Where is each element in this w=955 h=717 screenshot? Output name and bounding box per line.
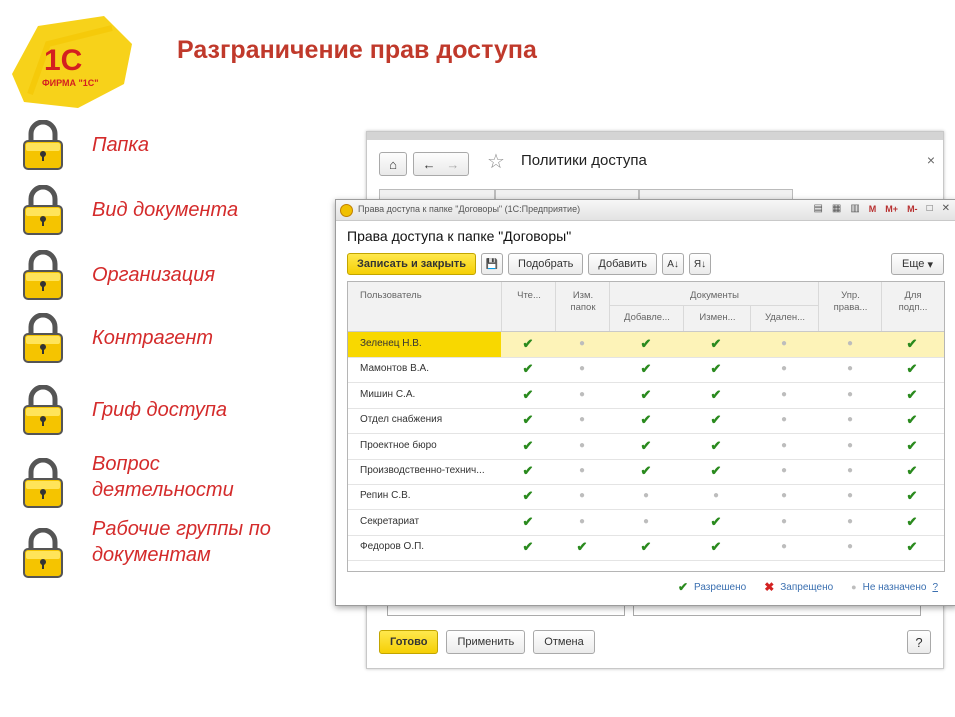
- dot-icon[interactable]: ●: [846, 414, 854, 426]
- header-divider: [610, 305, 819, 306]
- lock-label-line: деятельности: [92, 479, 234, 501]
- check-icon[interactable]: ✔: [522, 437, 534, 453]
- table-row[interactable]: [348, 535, 944, 561]
- legend-allowed: Разрешено: [694, 581, 747, 593]
- col-manage-rights-line1: Упр.: [841, 290, 860, 301]
- legend-help-link[interactable]: ?: [932, 581, 938, 593]
- save-icon[interactable]: 💾: [481, 253, 503, 275]
- back-forward-buttons[interactable]: [413, 152, 469, 176]
- titlebar-tools: [813, 203, 950, 214]
- check-icon[interactable]: ✔: [710, 412, 722, 428]
- table-row[interactable]: [348, 357, 944, 383]
- dot-icon[interactable]: ●: [780, 465, 788, 476]
- cross-icon: ✖: [764, 580, 775, 594]
- dropdown-arrow-icon: ▾: [927, 258, 933, 271]
- dot-icon[interactable]: ●: [846, 541, 854, 553]
- col-read[interactable]: Чте...: [517, 290, 541, 301]
- user-name-cell: Репин С.В.: [360, 490, 411, 502]
- dot-icon[interactable]: ●: [846, 363, 854, 375]
- col-doc-add[interactable]: Добавле...: [624, 312, 670, 323]
- restore-icon[interactable]: □: [926, 203, 933, 214]
- dot-icon[interactable]: ●: [578, 515, 586, 527]
- user-name-cell: Производственно-технич...: [360, 465, 485, 476]
- dot-icon[interactable]: ●: [642, 515, 650, 527]
- lock-label-line: документам: [92, 544, 211, 566]
- lock-item: [22, 453, 234, 508]
- table-row[interactable]: [348, 434, 944, 460]
- dot-icon[interactable]: ●: [846, 439, 854, 451]
- close-icon[interactable]: ✕: [941, 203, 950, 214]
- check-icon[interactable]: ✔: [710, 463, 722, 478]
- lock-item: [22, 385, 228, 435]
- home-icon[interactable]: ⌂: [379, 152, 407, 176]
- lock-icon: [22, 528, 64, 578]
- dot-icon[interactable]: ●: [846, 338, 854, 349]
- form-toolbar: [347, 253, 711, 275]
- lock-icon: [22, 313, 64, 363]
- dot-icon[interactable]: ●: [846, 490, 854, 502]
- col-change-folders-line1: Изм.: [572, 290, 594, 301]
- col-divider: [818, 282, 819, 331]
- dot-icon[interactable]: ●: [780, 388, 788, 400]
- dot-icon[interactable]: ●: [780, 541, 788, 553]
- dot-icon[interactable]: ●: [780, 414, 788, 426]
- table-header: [348, 282, 944, 332]
- logo-mark: 1С: [44, 44, 83, 77]
- check-icon[interactable]: ✔: [640, 386, 652, 402]
- check-icon[interactable]: ✔: [522, 513, 534, 529]
- check-icon[interactable]: ✔: [640, 437, 652, 453]
- check-icon[interactable]: ✔: [522, 463, 534, 478]
- check-icon[interactable]: ✔: [640, 361, 652, 377]
- apply-button[interactable]: Применить: [446, 630, 525, 654]
- dot-icon[interactable]: ●: [578, 465, 586, 476]
- check-icon[interactable]: ✔: [906, 336, 918, 351]
- back-arrow-icon[interactable]: ←: [422, 156, 436, 172]
- memory-button[interactable]: М: [868, 203, 877, 214]
- lock-item: [22, 185, 239, 235]
- dot-icon[interactable]: ●: [780, 515, 788, 527]
- table-row[interactable]: [348, 459, 944, 485]
- lock-label-line: Контрагент: [92, 327, 214, 349]
- check-icon[interactable]: ✔: [906, 539, 918, 555]
- forward-arrow-icon[interactable]: →: [446, 156, 460, 172]
- window-top-strip: [367, 132, 943, 140]
- dot-icon: ●: [851, 582, 857, 592]
- dot-icon[interactable]: ●: [578, 439, 586, 451]
- dot-icon[interactable]: ●: [780, 490, 788, 502]
- more-label: Еще: [902, 258, 925, 270]
- check-icon[interactable]: ✔: [522, 488, 534, 504]
- lock-label: [92, 451, 234, 503]
- lock-label: [92, 516, 271, 568]
- logo-text: ФИРМА "1С": [42, 78, 99, 88]
- check-icon[interactable]: ✔: [906, 386, 918, 402]
- lock-label-line: Вид документа: [92, 199, 239, 221]
- user-name-cell: Мамонтов В.А.: [360, 363, 429, 375]
- col-divider: [501, 282, 502, 331]
- col-change-folders[interactable]: [556, 290, 610, 314]
- window-titlebar: [336, 200, 955, 221]
- legend: [678, 580, 938, 594]
- dot-icon[interactable]: ●: [578, 338, 586, 349]
- window-title: Политики доступа: [521, 152, 647, 169]
- lock-item: [22, 120, 149, 170]
- legend-unset: Не назначено: [862, 581, 927, 593]
- favorite-star-icon[interactable]: ☆: [487, 151, 505, 173]
- col-divider: [881, 282, 882, 331]
- app-icon: [340, 204, 353, 217]
- check-icon[interactable]: ✔: [710, 437, 722, 453]
- table-icon[interactable]: ▦: [831, 203, 842, 214]
- check-icon[interactable]: ✔: [576, 539, 588, 555]
- add-button[interactable]: Добавить: [588, 253, 657, 275]
- col-change-folders-line2: папок: [570, 302, 596, 313]
- lock-label: [92, 262, 215, 288]
- lock-item: [22, 250, 216, 300]
- slide-title: Разграничение прав доступа: [177, 36, 537, 64]
- table-row[interactable]: [348, 510, 944, 536]
- lock-item: [22, 518, 271, 578]
- col-doc-delete[interactable]: Удален...: [764, 312, 806, 323]
- col-divider: [555, 282, 556, 331]
- cancel-button[interactable]: Отмена: [533, 630, 594, 654]
- col-for-subfolders-line1: Для: [904, 290, 922, 301]
- lock-icon: [22, 458, 64, 508]
- lock-label-line: Рабочие группы по: [92, 518, 271, 540]
- check-icon[interactable]: ✔: [710, 336, 722, 351]
- lock-label-line: Гриф доступа: [92, 399, 228, 421]
- dot-icon[interactable]: ●: [780, 338, 788, 349]
- check-icon[interactable]: ✔: [710, 539, 722, 555]
- check-icon[interactable]: ✔: [640, 463, 652, 478]
- user-name-cell: Зеленец Н.В.: [360, 338, 422, 349]
- memory-minus-button[interactable]: М-: [907, 203, 918, 214]
- dot-icon[interactable]: ●: [642, 490, 650, 502]
- dot-icon[interactable]: ●: [846, 388, 854, 400]
- lock-label: [92, 197, 238, 223]
- check-icon[interactable]: ✔: [906, 463, 918, 478]
- dot-icon[interactable]: ●: [578, 490, 586, 502]
- lock-label-line: Папка: [92, 134, 149, 156]
- col-for-subfolders[interactable]: [882, 290, 944, 314]
- dot-icon[interactable]: ●: [578, 414, 586, 426]
- check-icon[interactable]: ✔: [522, 386, 534, 402]
- col-divider: [609, 282, 610, 331]
- lock-icon: [22, 250, 64, 300]
- user-name-cell: Федоров О.П.: [360, 541, 425, 553]
- check-icon[interactable]: ✔: [522, 336, 534, 351]
- rights-table: [347, 281, 945, 572]
- close-icon[interactable]: ×: [926, 152, 935, 168]
- lock-icon: [22, 120, 64, 170]
- check-icon[interactable]: ✔: [640, 336, 652, 351]
- lock-label: [92, 397, 227, 423]
- user-name-cell: Проектное бюро: [360, 439, 437, 451]
- check-icon[interactable]: ✔: [522, 361, 534, 377]
- col-for-subfolders-line2: подп...: [898, 302, 928, 313]
- dialog-buttons: [379, 630, 595, 654]
- lock-label-line: Организация: [92, 264, 216, 286]
- col-documents: Документы: [690, 290, 739, 301]
- check-icon[interactable]: ✔: [906, 437, 918, 453]
- clipboard-icon[interactable]: ▤: [813, 203, 823, 214]
- window-titlebar-text: Права доступа к папке "Договоры" (1С:Предприятие): [358, 204, 581, 214]
- user-name-cell: Мишин С.А.: [360, 388, 416, 400]
- table-row[interactable]: [348, 484, 944, 510]
- navigation-bar: [379, 152, 469, 176]
- folder-rights-window: [335, 199, 955, 606]
- lock-icon: [22, 185, 64, 235]
- check-icon[interactable]: ✔: [522, 412, 534, 428]
- lock-label: [92, 325, 213, 351]
- help-button[interactable]: ?: [907, 630, 931, 654]
- check-icon: ✔: [677, 580, 689, 594]
- lock-label: [92, 132, 149, 158]
- check-icon[interactable]: ✔: [906, 361, 918, 377]
- check-icon[interactable]: ✔: [522, 539, 534, 555]
- legend-denied: Запрещено: [780, 581, 834, 593]
- col-manage-rights[interactable]: [819, 290, 882, 314]
- col-divider: [750, 305, 751, 331]
- lock-label-line: Вопрос: [92, 453, 160, 475]
- pick-button[interactable]: Подобрать: [508, 253, 583, 275]
- sort-asc-icon[interactable]: A↓: [662, 253, 684, 275]
- col-manage-rights-line2: права...: [833, 302, 868, 313]
- table-row[interactable]: [348, 383, 944, 409]
- lock-icon: [22, 385, 64, 435]
- dot-icon[interactable]: ●: [712, 490, 720, 502]
- check-icon[interactable]: ✔: [710, 513, 722, 529]
- check-icon[interactable]: ✔: [906, 412, 918, 428]
- dot-icon[interactable]: ●: [846, 465, 854, 476]
- check-icon[interactable]: ✔: [906, 513, 918, 529]
- col-doc-change[interactable]: Измен...: [699, 312, 736, 323]
- dot-icon[interactable]: ●: [780, 439, 788, 451]
- col-divider: [683, 305, 684, 331]
- col-user[interactable]: Пользователь: [360, 290, 422, 301]
- memory-plus-button[interactable]: М+: [885, 203, 899, 214]
- check-icon[interactable]: ✔: [710, 361, 722, 377]
- sort-desc-icon[interactable]: Я↓: [689, 253, 711, 275]
- table-row[interactable]: [348, 332, 944, 358]
- check-icon[interactable]: ✔: [640, 412, 652, 428]
- done-button[interactable]: Готово: [379, 630, 438, 654]
- lock-item: [22, 313, 214, 363]
- user-name-cell: Отдел снабжения: [360, 414, 443, 426]
- check-icon[interactable]: ✔: [906, 488, 918, 504]
- logo-1c: [8, 14, 138, 110]
- dot-icon[interactable]: ●: [846, 515, 854, 527]
- check-icon[interactable]: ✔: [710, 386, 722, 402]
- save-close-button[interactable]: Записать и закрыть: [347, 253, 476, 275]
- user-name-cell: Секретариат: [360, 515, 420, 527]
- calculator-icon[interactable]: ▥: [850, 203, 860, 214]
- dot-icon[interactable]: ●: [780, 363, 788, 375]
- dot-icon[interactable]: ●: [578, 388, 586, 400]
- more-button[interactable]: [891, 253, 944, 275]
- form-heading: Права доступа к папке "Договоры": [347, 228, 572, 244]
- dot-icon[interactable]: ●: [578, 363, 586, 375]
- table-row[interactable]: [348, 408, 944, 434]
- check-icon[interactable]: ✔: [640, 539, 652, 555]
